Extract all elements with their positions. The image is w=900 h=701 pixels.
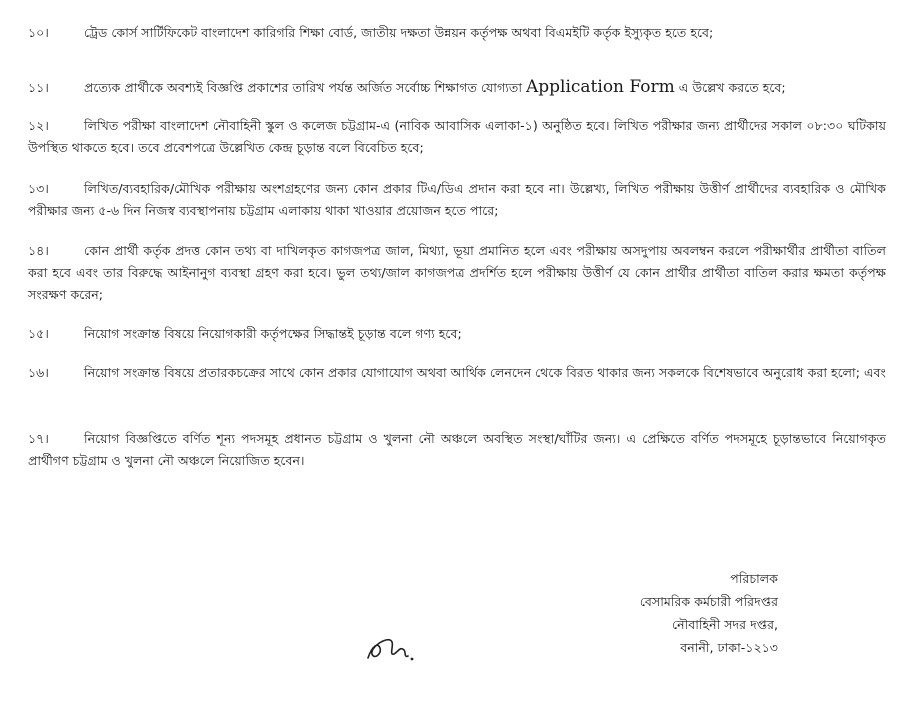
signatory-address: বনানী, ঢাকা-১২১৩: [680, 640, 778, 655]
clause-17: [28, 428, 886, 472]
clause-number: ১০।: [28, 25, 49, 40]
clause-text: প্রত্যেক প্রার্থীকে অবশ্যই বিজ্ঞপ্তি প্রকাশের তারিখ পর্যন্ত অর্জিত সর্বোচ্চ শিক্ষাগত যোগ্যতা: [84, 80, 526, 95]
clause-text: লিখিত/ব্যবহারিক/মৌখিক পরীক্ষায় অংশগ্রহণের জন্য কোন প্রকার টিএ/ডিএ প্রদান করা হবে না। উল্লেখ্য, লিখিত পরীক্ষায় উত্তীর্ণ প্রার্থীদের ব্যবহারিক ও মৌখিক পরীক্ষার জন্য ৫-৬ দিন নিজস্ব ব্যবস্থাপনায় চট্টগ্রাম এলাকায় থাকা খাওয়ার প্রয়োজন হতে পারে;: [28, 181, 886, 218]
signature-block: [640, 567, 778, 659]
clause-english-term: Application Form: [525, 77, 675, 97]
clause-14: [28, 240, 886, 306]
clause-text: লিখিত পরীক্ষা বাংলাদেশ নৌবাহিনী স্কুল ও কলেজ চট্টগ্রাম-এ (নাবিক আবাসিক এলাকা-১) অনুষ্ঠিত হবে। লিখিত পরীক্ষার জন্য প্রার্থীদের সকাল ০৮:৩০ ঘটিকায় উপস্থিত থাকতে হবে। তবে প্রবেশপত্রে উল্লেখিত কেন্দ্র চূড়ান্ত বলে বিবেচিত হবে;: [28, 118, 886, 155]
signatory-office: বেসামরিক কর্মচারী পরিদপ্তর: [639, 594, 778, 609]
handwritten-signature: [360, 632, 420, 668]
clause-text: কোন প্রার্থী কর্তৃক প্রদত্ত কোন তথ্য বা দাখিলকৃত কাগজপত্র জাল, মিথ্যা, ভূয়া প্রমানিত হলে এবং পরীক্ষায় অসদুপায় অবলম্বন করলে পরীক্ষার্থীর প্রার্থীতা বাতিল করা হবে এবং তার বিরুদ্ধে আইনানুগ ব্যবস্থা গ্রহণ করা হবে। ভুল তথ্য/জাল কাগজপত্র প্রদর্শিত হলে পরীক্ষায় উত্তীর্ণ যে কোন প্রার্থীর প্রার্থীতা বাতিল করার ক্ষমতা কর্তৃপক্ষ সংরক্ষণ করেন;: [28, 243, 886, 302]
clause-number: ১৭।: [28, 431, 49, 446]
clause-text: নিয়োগ সংক্রান্ত বিষয়ে নিয়োগকারী কর্তৃপক্ষের সিদ্ধান্তই চূড়ান্ত বলে গণ্য হবে;: [84, 326, 462, 341]
clause-11: [28, 76, 886, 99]
signatory-designation: পরিচালক: [730, 571, 778, 586]
clause-number: ১৩।: [28, 181, 49, 196]
clause-13: [28, 178, 886, 222]
clause-text: ট্রেড কোর্স সার্টিফিকেট বাংলাদেশ কারিগরি শিক্ষা বোর্ড, জাতীয় দক্ষতা উন্নয়ন কর্তৃপক্ষ অথবা বিএমইটি কর্তৃক ইস্যুকৃত হতে হবে;: [84, 25, 714, 40]
clause-text: নিয়োগ বিজ্ঞপ্তিতে বর্ণিত শূন্য পদসমূহ প্রধানত চট্টগ্রাম ও খুলনা নৌ অঞ্চলে অবস্থিত সংস্থা/ঘাঁটির জন্য। এ প্রেক্ষিতে বর্ণিত পদসমূহে চূড়ান্তভাবে নিয়োগকৃত প্রার্থীগণ চট্টগ্রাম ও খুলনা নৌ অঞ্চলে নিয়োজিত হবেন।: [28, 431, 886, 468]
clause-16: [28, 362, 886, 384]
clause-number: ১২।: [28, 118, 49, 133]
clause-15: [28, 323, 886, 345]
clause-number: ১৫।: [28, 326, 49, 341]
clause-text: নিয়োগ সংক্রান্ত বিষয়ে প্রতারকচক্রের সাথে কোন প্রকার যোগাযোগ অথবা আর্থিক লেনদেন থেকে বিরত থাকার জন্য সকলকে বিশেষভাবে অনুরোধ করা হলো; এবং: [84, 365, 886, 380]
clause-10: [28, 22, 886, 44]
signatory-headquarters: নৌবাহিনী সদর দপ্তর,: [672, 617, 778, 632]
clause-12: [28, 115, 886, 159]
clause-text-end: এ উল্লেখ করতে হবে;: [674, 80, 786, 95]
clause-number: ১৬।: [28, 365, 49, 380]
clause-number: ১১।: [28, 80, 49, 95]
clause-number: ১৪।: [28, 243, 49, 258]
